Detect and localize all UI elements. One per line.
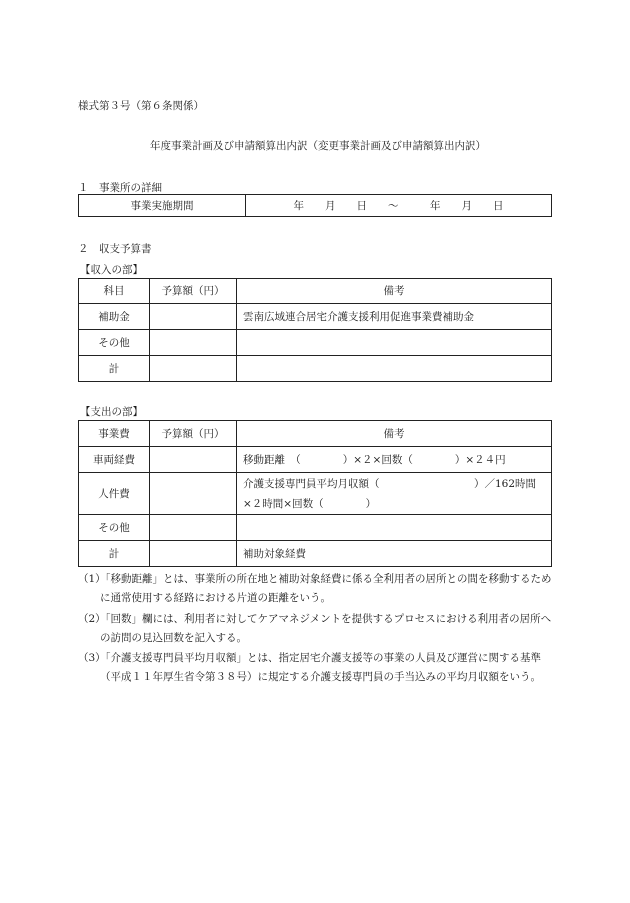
expense-note: [237, 473, 552, 515]
income-header-item: 科目: [79, 279, 150, 304]
expense-amount: [150, 473, 237, 515]
period-value: 年 月 日 ～ 年 月 日: [246, 195, 552, 217]
income-header-amount: 予算額（円）: [150, 279, 237, 304]
income-header-row: [79, 279, 552, 304]
income-header-note: 備考: [237, 279, 552, 304]
expense-caption: 【支出の部】: [80, 406, 143, 418]
section1-heading: １ 事業所の詳細: [78, 182, 162, 194]
income-caption: 【収入の部】: [80, 264, 143, 276]
note-number: （2）: [78, 613, 106, 625]
note-3: [78, 649, 553, 687]
note-1: [78, 570, 553, 608]
income-item: その他: [79, 330, 150, 356]
income-amount: [150, 304, 237, 330]
note-number: （3）: [78, 652, 106, 664]
table-row: [79, 541, 552, 567]
section2-heading: ２ 収支予算書: [78, 243, 152, 255]
expense-header-row: [79, 421, 552, 447]
expense-table: [78, 420, 552, 567]
expense-note: 補助対象経費: [237, 541, 552, 567]
note-text: 「移動距離」とは、事業所の所在地と補助対象経費に係る全利用者の居所との間を移動するために通常使用する経路における片道の距離をいう。: [100, 573, 552, 604]
expense-note-line1: 介護支援専門員平均月収額（ ）／162時間: [243, 477, 537, 490]
note-text: 「回数」欄には、利用者に対してケアマネジメントを提供するプロセスにおける利用者の居所への訪問の見込回数を記入する。: [100, 613, 552, 644]
form-number: 様式第３号（第６条関係）: [78, 100, 204, 112]
table-row: [79, 447, 552, 473]
period-label: 事業実施期間: [79, 195, 246, 217]
note-text: 「介護支援専門員平均月収額」とは、指定居宅介護支援等の事業の人員及び運営に関する基準（平成１１年厚生省令第３８号）に規定する介護支援専門員の手当込みの平均月収額をいう。: [100, 652, 541, 683]
expense-header-item: 事業費: [79, 421, 150, 447]
income-item: 計: [79, 356, 150, 382]
expense-amount: [150, 541, 237, 567]
expense-header-amount: 予算額（円）: [150, 421, 237, 447]
expense-item: 人件費: [79, 473, 150, 515]
table-row: [79, 304, 552, 330]
note-2: [78, 610, 553, 648]
income-note: [237, 330, 552, 356]
income-note: 雲南広域連合居宅介護支援利用促進事業費補助金: [237, 304, 552, 330]
expense-item: その他: [79, 515, 150, 541]
table-row: [79, 330, 552, 356]
income-note: [237, 356, 552, 382]
note-number: （1）: [78, 573, 106, 585]
expense-amount: [150, 515, 237, 541]
income-table: [78, 278, 552, 382]
income-amount: [150, 330, 237, 356]
income-amount: [150, 356, 237, 382]
expense-header-note: 備考: [237, 421, 552, 447]
expense-item: 計: [79, 541, 150, 567]
expense-amount: [150, 447, 237, 473]
expense-item: 車両経費: [79, 447, 150, 473]
expense-note-line2: ×２時間×回数（ ）: [243, 497, 377, 510]
period-table: [78, 194, 552, 217]
table-row: [79, 473, 552, 515]
table-row: [79, 356, 552, 382]
page-title: 年度事業計画及び申請額算出内訳（変更事業計画及び申請額算出内訳）: [150, 140, 486, 152]
table-row: [79, 515, 552, 541]
expense-note: 移動距離 （ ）×２×回数（ ）×２４円: [237, 447, 552, 473]
expense-note: [237, 515, 552, 541]
income-item: 補助金: [79, 304, 150, 330]
